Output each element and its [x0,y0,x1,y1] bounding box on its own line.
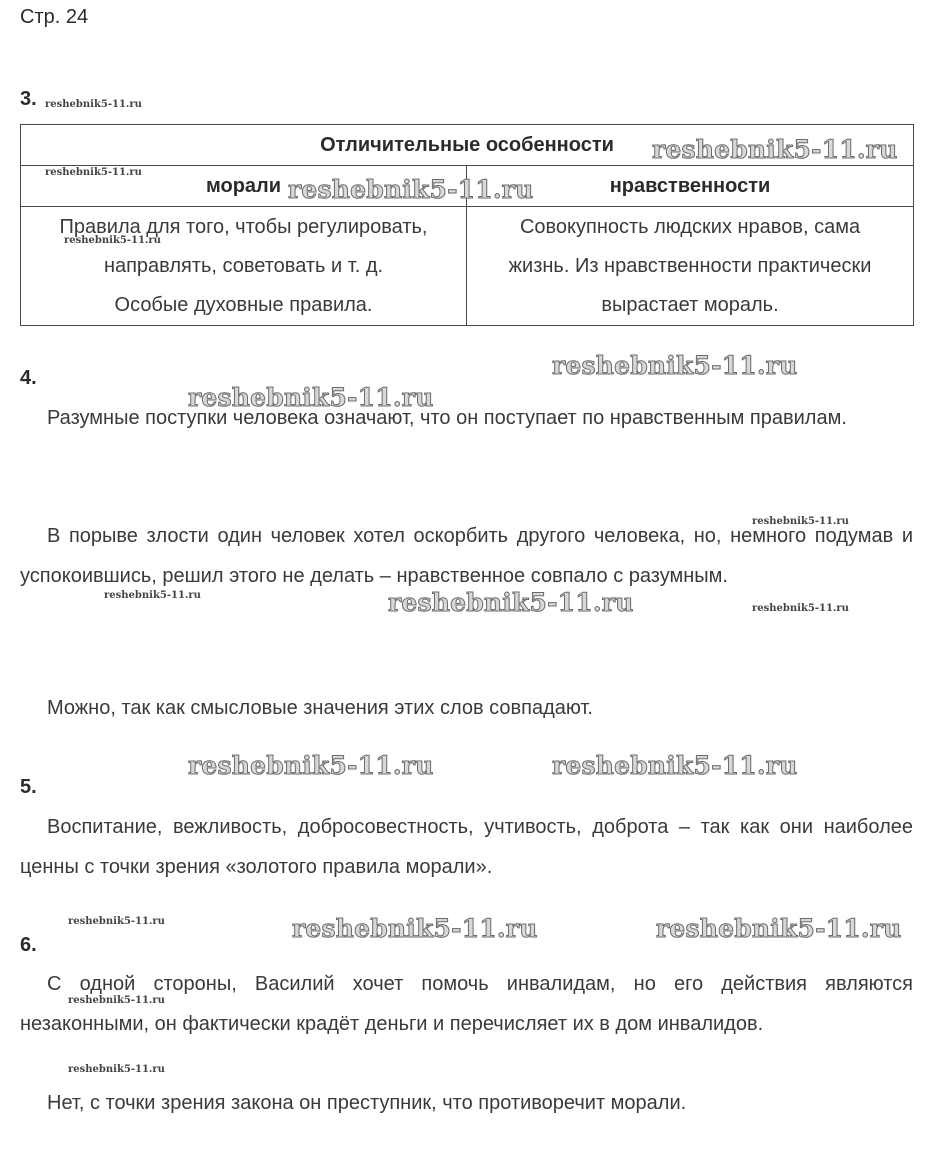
watermark-small: reshebnik5-11.ru [752,603,849,614]
watermark-small: reshebnik5-11.ru [64,235,161,246]
table-cell-line: Особые духовные правила. [114,293,373,316]
table-cell-line: вырастает мораль. [601,293,779,316]
watermark-large: reshebnik5-11.ru [656,914,902,943]
watermark-small: reshebnik5-11.ru [104,590,201,601]
watermark-small: reshebnik5-11.ru [752,516,849,527]
table-column-ethics: нравственности [467,166,914,207]
watermark-large: reshebnik5-11.ru [292,914,538,943]
q4-paragraph-2: В порыве злости один человек хотел оскорбить другого человека, но, немного подумав и успокоившись, решил этого не делать – нравственное совпало с разумным. [20,525,913,587]
watermark-small: reshebnik5-11.ru [45,99,142,110]
q6-paragraph-2: Нет, с точки зрения закона он преступник, что противоречит морали. [47,1092,687,1114]
table-cell-line: направлять, советовать и т. д. [103,254,384,277]
watermark-large: reshebnik5-11.ru [288,175,534,204]
question-4-number: 4. [20,367,37,389]
page-number: Стр. 24 [20,6,89,28]
watermark-small: reshebnik5-11.ru [68,916,165,927]
q4-paragraph-3: Можно, так как смысловые значения этих слов совпадают. [47,697,593,719]
table-column-morality: морали [21,166,467,207]
question-3-number: 3. [20,88,37,110]
watermark-large: reshebnik5-11.ru [552,751,798,780]
watermark-small: reshebnik5-11.ru [45,167,142,178]
table-cell-line: жизнь. Из нравственности практически [508,254,872,277]
question-6-number: 6. [20,934,37,956]
watermark-small: reshebnik5-11.ru [68,1064,165,1075]
table-cell-line: Правила для того, чтобы регулировать, [59,215,428,238]
watermark-large: reshebnik5-11.ru [188,751,434,780]
watermark-large: reshebnik5-11.ru [188,383,434,412]
table-header: Отличительные особенности [21,125,914,166]
watermark-large: reshebnik5-11.ru [552,351,798,380]
q5-paragraph-1: Воспитание, вежливость, добросовестность, учтивость, доброта – так как они наиболее ценны с точки зрения «золотого правила морали». [20,816,913,878]
watermark-large: reshebnik5-11.ru [388,588,634,617]
q4-paragraph-1: Разумные поступки человека означают, что он поступает по нравственным правилам. [47,407,847,429]
watermark-small: reshebnik5-11.ru [68,995,165,1006]
question-5-number: 5. [20,776,37,798]
table-cell-ethics [467,207,914,326]
table-cell-morality [21,207,467,326]
table-cell-line: Совокупность людских нравов, сама [519,215,861,238]
watermark-large: reshebnik5-11.ru [652,135,898,164]
q6-paragraph-1: С одной стороны, Василий хочет помочь инвалидам, но его действия являются незаконными, он фактически крадёт деньги и перечисляет их в дом инвалидов. [20,973,913,1035]
